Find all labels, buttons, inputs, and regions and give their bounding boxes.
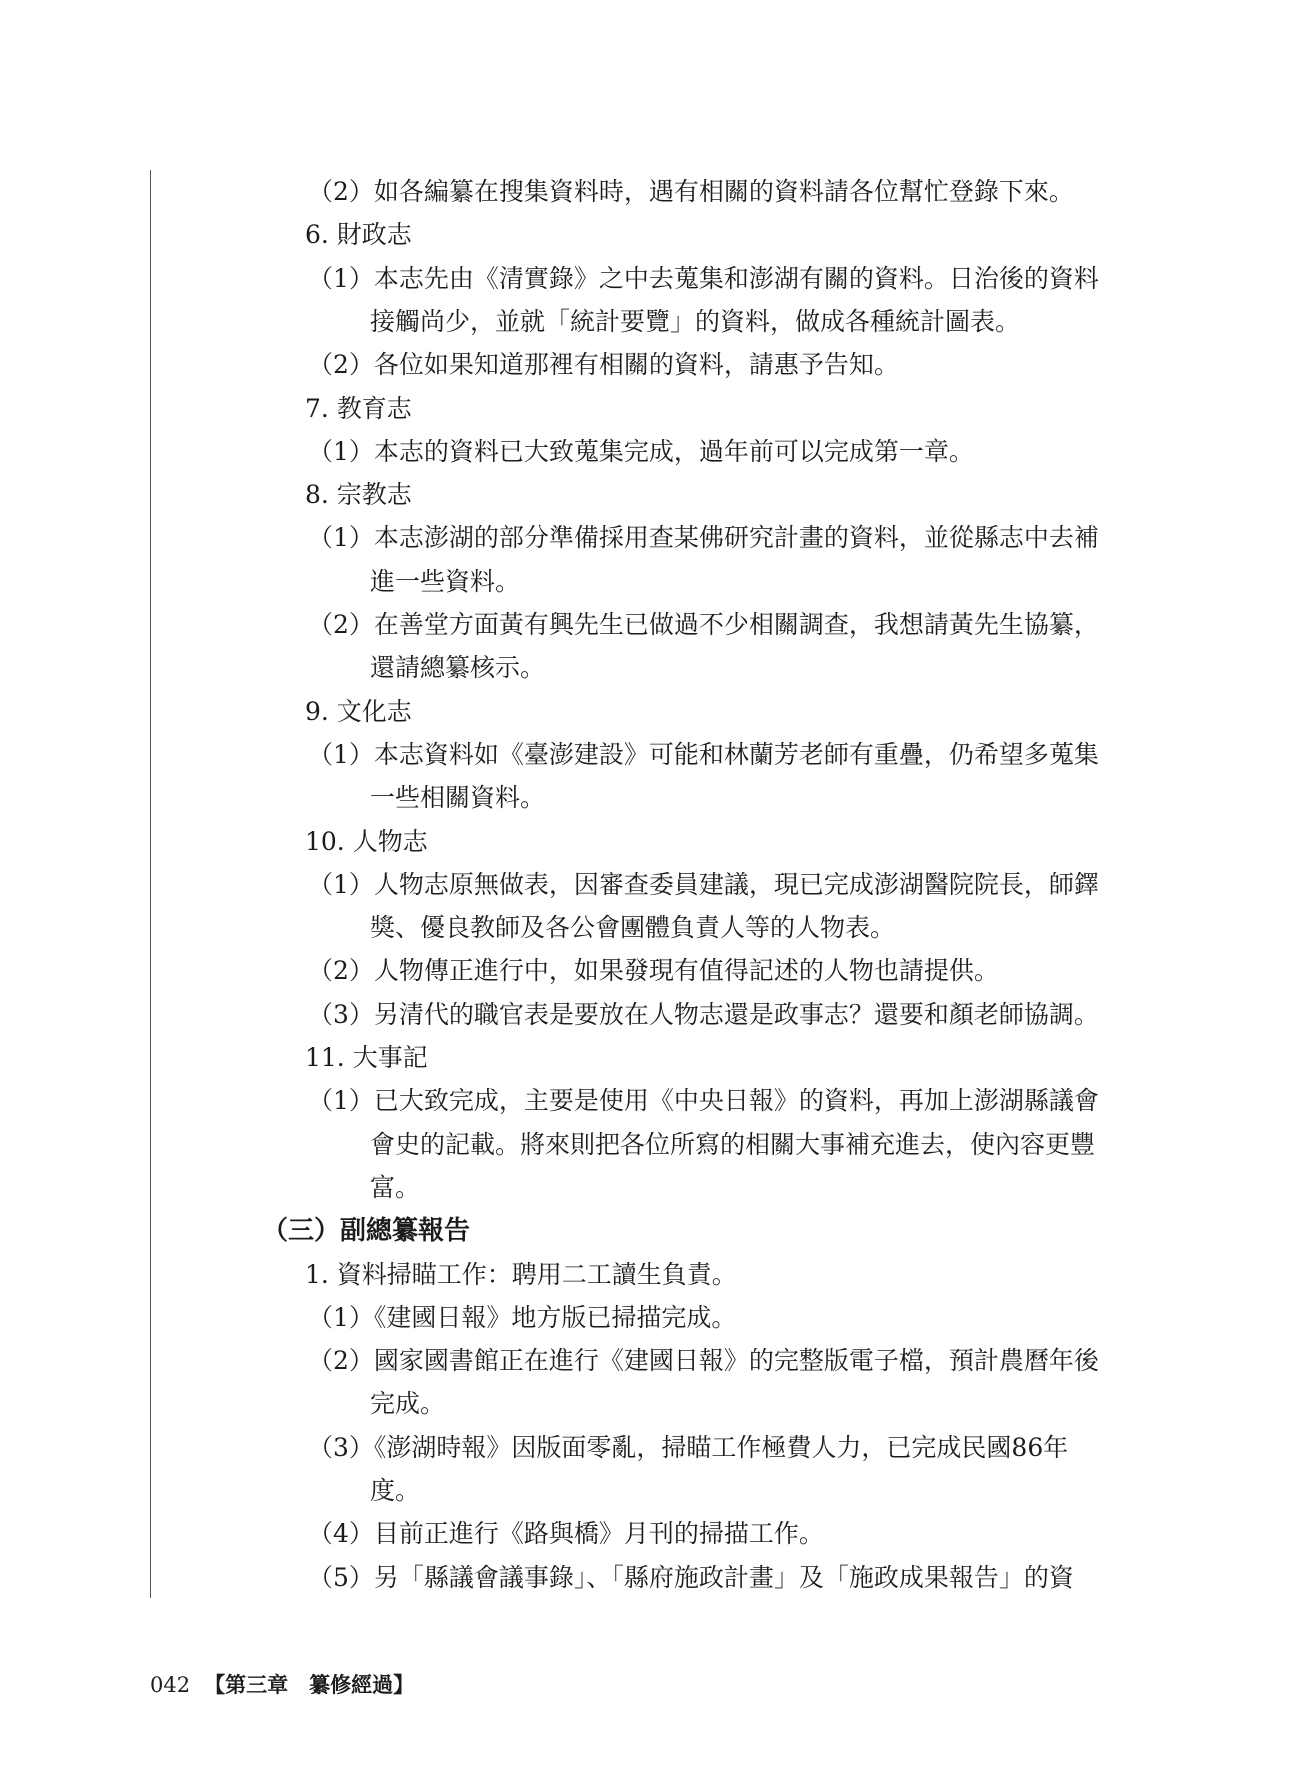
section-heading: （三）副總纂報告 <box>262 1216 471 1246</box>
subsection-heading: 6. 財政志 <box>305 220 412 249</box>
subsection-heading: 7. 教育志 <box>305 394 412 423</box>
list-item: （2）在善堂方面黃有興先生已做過不少相關調查，我想請黃先生協纂， <box>308 610 1099 639</box>
subsection-heading: 1. 資料掃瞄工作：聘用二工讀生負責。 <box>305 1260 737 1289</box>
list-item: （1）本志先由《清實錄》之中去蒐集和澎湖有關的資料。日治後的資料 <box>308 264 1099 293</box>
list-item: （1）人物志原無做表，因審查委員建議，現已完成澎湖醫院院長，師鐸 <box>308 870 1099 899</box>
list-item: （5）另「縣議會議事錄」、「縣府施政計畫」及「施政成果報告」的資 <box>308 1563 1074 1592</box>
list-item: （2）國家國書館正在進行《建國日報》的完整版電子檔，預計農曆年後 <box>308 1346 1099 1375</box>
list-item: （2）人物傳正進行中，如果發現有值得記述的人物也請提供。 <box>308 956 999 985</box>
list-item: （1）已大致完成，主要是使用《中央日報》的資料，再加上澎湖縣議會 <box>308 1086 1099 1115</box>
page-footer <box>150 1672 414 1698</box>
list-item-continuation: 進一些資料。 <box>370 567 521 596</box>
subsection-heading: 9. 文化志 <box>305 697 412 726</box>
document-body <box>0 170 1300 1598</box>
subsection-heading: 10. 人物志 <box>305 827 428 856</box>
subsection-heading: 8. 宗教志 <box>305 480 412 509</box>
list-item: （2）各位如果知道那裡有相關的資料，請惠予告知。 <box>308 350 899 379</box>
page-number: 042 <box>150 1673 191 1697</box>
list-item-continuation: 會史的記載。將來則把各位所寫的相關大事補充進去，使內容更豐 <box>370 1130 1096 1159</box>
list-item-continuation: 富。 <box>370 1173 421 1202</box>
list-item-continuation: 接觸尚少，並就「統計要覽」的資料，做成各種統計圖表。 <box>370 307 1021 336</box>
list-item-continuation: 獎、優良教師及各公會團體負責人等的人物表。 <box>370 913 896 942</box>
list-item-continuation: 一些相關資料。 <box>370 783 546 812</box>
list-item: （3）另清代的職官表是要放在人物志還是政事志？還要和顏老師協調。 <box>308 1000 1099 1029</box>
list-item: （3）《澎湖時報》因版面零亂，掃瞄工作極費人力，已完成民國86年 <box>308 1433 1069 1462</box>
list-item: （4）目前正進行《路與橋》月刊的掃描工作。 <box>308 1519 824 1548</box>
subsection-heading: 11. 大事記 <box>305 1043 428 1072</box>
list-item-continuation: 度。 <box>370 1476 421 1505</box>
list-item-continuation: 還請總纂核示。 <box>370 653 546 682</box>
list-item-continuation: 完成。 <box>370 1389 446 1418</box>
list-item: （1）本志資料如《臺澎建設》可能和林蘭芳老師有重疊，仍希望多蒐集 <box>308 740 1099 769</box>
list-item: （1）本志的資料已大致蒐集完成，過年前可以完成第一章。 <box>308 437 974 466</box>
list-item: （2）如各編纂在搜集資料時，遇有相關的資料請各位幫忙登錄下來。 <box>308 177 1074 206</box>
list-item: （1）《建國日報》地方版已掃描完成。 <box>308 1303 737 1332</box>
chapter-title: 【第三章 纂修經過】 <box>204 1672 415 1697</box>
list-item: （1）本志澎湖的部分準備採用查某佛研究計畫的資料，並從縣志中去補 <box>308 523 1099 552</box>
